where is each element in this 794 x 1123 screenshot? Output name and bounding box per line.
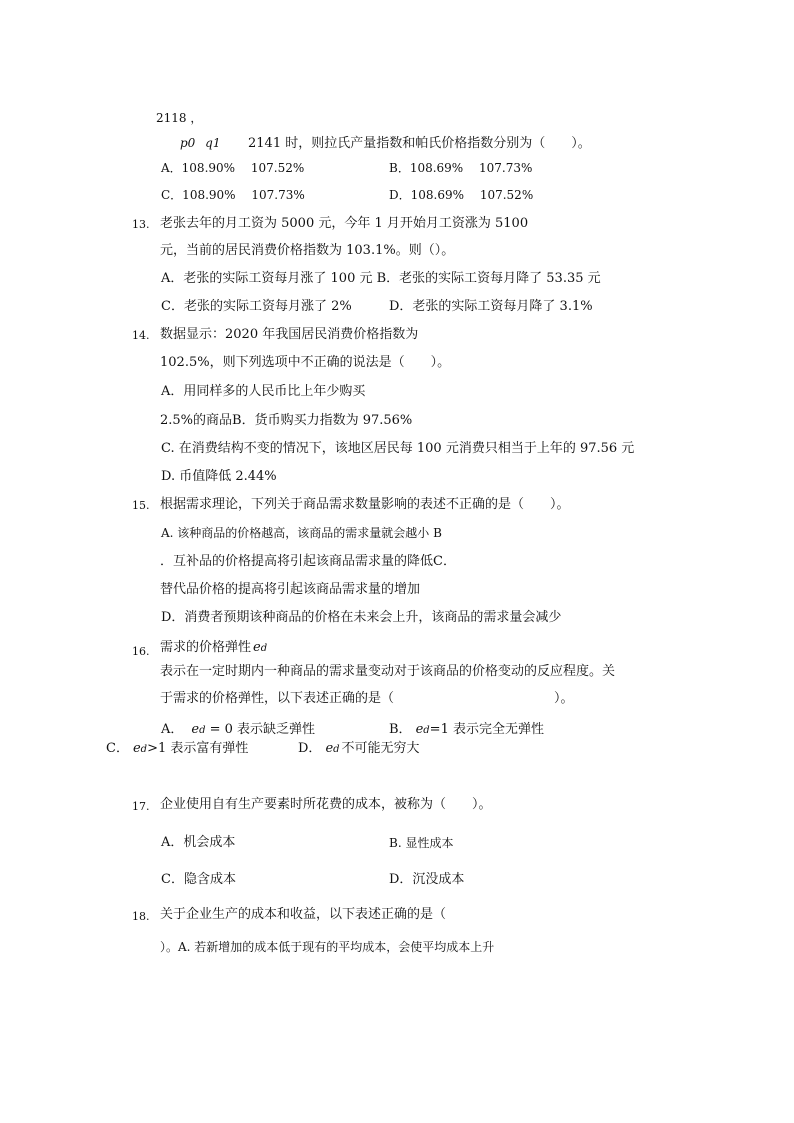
q16-option-c-label: C． [106, 741, 129, 756]
q17-option-c: C．隐含成本 [161, 872, 236, 887]
q15-number: 15. [132, 499, 150, 512]
q13-option-d: D．老张的实际工资每月降了 3.1% [389, 299, 593, 314]
q16-option-a-label: A． [161, 722, 184, 737]
q18-number: 18. [132, 910, 150, 923]
q16-option-a [161, 723, 315, 736]
q14-option-a-line-1: A．用同样多的人民币比上年少购买 [161, 384, 366, 399]
q15-option-c: 替代品价格的提高将引起该商品需求量的增加 [160, 582, 421, 597]
q17-number: 17. [132, 800, 150, 813]
q16-option-b-symbol: e [415, 722, 424, 737]
q17-stem: 企业使用自有生产要素时所花费的成本，被称为（ ）。 [160, 797, 492, 812]
q16-option-b-subscript: d [423, 725, 430, 736]
q14-option-a-line-2: 2.5%的商品B．货币购买力指数为 97.56% [160, 413, 413, 428]
q13-number: 13. [132, 218, 150, 231]
q16-option-b-label: B． [389, 722, 412, 737]
q16-option-d-label: D． [298, 741, 322, 756]
q16-option-a-text: = 0 表示缺乏弹性 [205, 722, 316, 737]
q16-option-a-symbol: e [191, 722, 200, 737]
q12-option-c: C．108.90% 107.73% [161, 188, 305, 202]
q12-option-b: B．108.69% 107.73% [389, 161, 533, 175]
q16-option-a-subscript: d [199, 725, 206, 736]
q13-stem-line-2: 元，当前的居民消费价格指数为 103.1%。则（）。 [160, 243, 455, 258]
q17-option-a: A．机会成本 [161, 835, 236, 850]
q16-option-d [298, 742, 420, 755]
q12-option-a: A．108.90% 107.52% [161, 161, 305, 175]
q14-option-d: D. 币值降低 2.44% [161, 469, 277, 484]
q18-stem-line-2: ）。A. 若新增加的成本低于现有的平均成本，会使平均成本上升 [160, 940, 495, 954]
q16-option-b [389, 723, 544, 736]
q13-option-c: C．老张的实际工资每月涨了 2% [161, 299, 352, 314]
q16-option-c-symbol: e [132, 741, 141, 756]
q16-option-c-text: >1 表示富有弹性 [147, 741, 249, 756]
q12-option-d: D．108.69% 107.52% [389, 188, 534, 202]
q16-symbol-d: d [260, 643, 268, 654]
q13-options-ab: A．老张的实际工资每月涨了 100 元 B．老张的实际工资每月降了 53.35 元 [161, 271, 601, 286]
q16-option-b-text: =1 表示完全无弹性 [429, 722, 544, 737]
q12-symbol-p: p0 [180, 136, 196, 150]
q16-stem-line-3b: ）。 [554, 691, 574, 706]
q16-stem-text: 需求的价格弹性 [160, 640, 252, 655]
q12-line-1: 2118 ， [156, 111, 203, 125]
q15-option-b: ．互补品的价格提高将引起该商品需求量的降低C． [160, 554, 456, 569]
q16-option-d-text: 不可能无穷大 [341, 741, 420, 756]
q16-option-d-subscript: d [333, 744, 340, 755]
q15-stem: 根据需求理论，下列关于商品需求数量影响的表述不正确的是（ ）。 [160, 497, 570, 512]
q12-line-2: 2141 时，则拉氏产量指数和帕氏价格指数分别为（ ）。 [248, 136, 591, 151]
q17-option-b: B. 显性成本 [389, 836, 454, 850]
q14-option-c: C. 在消费结构不变的情况下，该地区居民每 100 元消费只相当于上年的 97.56 元 [161, 441, 635, 456]
q14-stem-line-1: 数据显示：2020 年我国居民消费价格指数为 [160, 327, 419, 342]
q16-number: 16. [132, 645, 150, 658]
q15-option-d: D．消费者预期该种商品的价格在未来会上升，该商品的需求量会减少 [161, 610, 562, 625]
q17-option-d: D．沉没成本 [389, 872, 465, 887]
q16-option-d-symbol: e [325, 741, 334, 756]
q14-stem-line-2: 102.5%，则下列选项中不正确的说法是（ ）。 [160, 355, 451, 370]
q16-symbol-e: e [253, 640, 261, 655]
q14-number: 14. [132, 329, 150, 342]
q16-stem-line-2: 表示在一定时期内一种商品的需求量变动对于该商品的价格变动的反应程度。关 [160, 664, 616, 679]
q16-option-c-subscript: d [140, 744, 148, 755]
q16-option-c [106, 742, 248, 755]
q18-stem-line-1: 关于企业生产的成本和收益，以下表述正确的是（ [160, 907, 447, 922]
q13-stem-line-1: 老张去年的月工资为 5000 元，今年 1 月开始月工资涨为 5100 [160, 216, 529, 231]
q16-stem-line-1 [160, 641, 267, 654]
q16-stem-line-3a: 于需求的价格弹性，以下表述正确的是（ [160, 691, 395, 706]
q12-symbol-q: q1 [205, 136, 221, 150]
q15-option-a: A. 该种商品的价格越高，该商品的需求量就会越小 B [161, 526, 442, 540]
q12-symbols [180, 137, 220, 149]
